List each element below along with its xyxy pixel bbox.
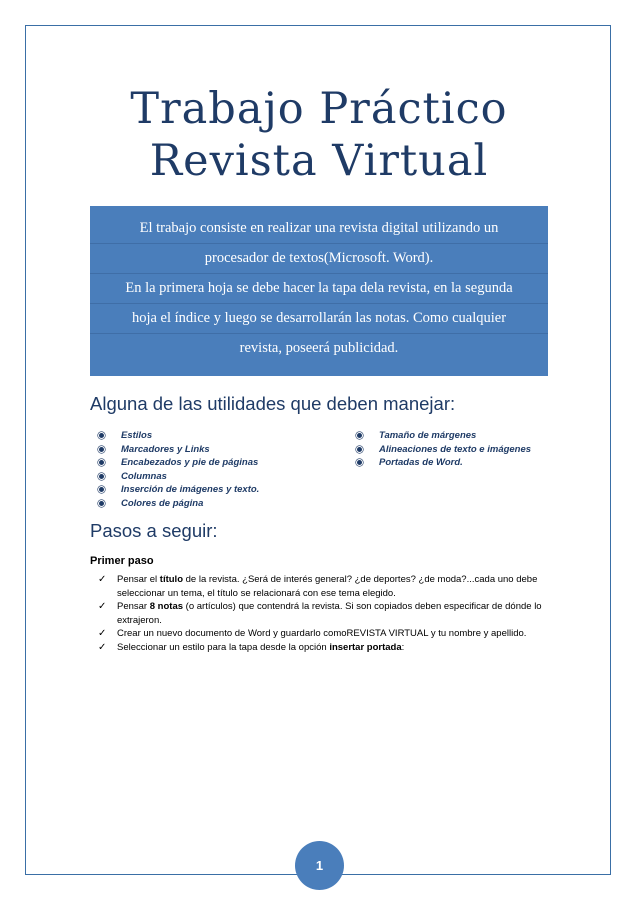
list-item: Portadas de Word. bbox=[354, 456, 531, 470]
intro-p2-line2: hoja el índice y luego se desarrollarán las notas. Como cualquier bbox=[90, 304, 548, 334]
bullet-icon bbox=[357, 433, 362, 438]
bullet-icon bbox=[99, 501, 104, 506]
list-item: Alineaciones de texto e imágenes bbox=[354, 443, 531, 457]
bullet-icon bbox=[99, 487, 104, 492]
utilities-heading: Alguna de las utilidades que deben manejar: bbox=[90, 393, 456, 414]
list-item: Estilos bbox=[96, 429, 259, 443]
intro-box bbox=[90, 206, 548, 376]
page-number: 1 bbox=[315, 858, 324, 873]
checkmark-icon: ✓ bbox=[98, 574, 107, 585]
step-item: ✓ Seleccionar un estilo para la tapa desde la opción insertar portada: bbox=[98, 641, 405, 653]
list-item: Marcadores y Links bbox=[96, 443, 259, 457]
steps-list bbox=[96, 573, 546, 655]
list-item: Colores de página bbox=[96, 497, 259, 511]
page-number-badge bbox=[295, 841, 344, 890]
intro-p2-line1: En la primera hoja se debe hacer la tapa dela revista, en la segunda bbox=[90, 274, 548, 304]
utilities-list-right bbox=[354, 429, 531, 470]
title-line-2: Revista Virtual bbox=[149, 136, 489, 186]
intro-p1-line1: El trabajo consiste en realizar una revista digital utilizando un bbox=[90, 214, 548, 244]
intro-p1-line2: procesador de textos(Microsoft. Word). bbox=[90, 244, 548, 274]
step-item: ✓ Pensar 8 notas (o artículos) que contendrá la revista. Si son copiados deben especificar de dónde lo extrajeron. bbox=[98, 601, 542, 626]
list-item: Tamaño de márgenes bbox=[354, 429, 531, 443]
list-item: Encabezados y pie de páginas bbox=[96, 456, 259, 470]
checkmark-icon: ✓ bbox=[98, 601, 107, 613]
title-line-1: Trabajo Práctico bbox=[130, 84, 508, 134]
page-title bbox=[90, 83, 548, 187]
utilities-list-left bbox=[96, 429, 259, 510]
list-item: Inserción de imágenes y texto. bbox=[96, 483, 259, 497]
bullet-icon bbox=[357, 460, 362, 465]
step-item: ✓ Crear un nuevo documento de Word y guardarlo comoREVISTA VIRTUAL y tu nombre y apellido. bbox=[98, 628, 527, 640]
bullet-icon bbox=[99, 447, 104, 452]
list-item: Columnas bbox=[96, 470, 259, 484]
bullet-icon bbox=[99, 433, 104, 438]
bullet-icon bbox=[357, 447, 362, 452]
step-subheading: Primer paso bbox=[90, 555, 154, 567]
steps-heading: Pasos a seguir: bbox=[90, 520, 218, 541]
checkmark-icon: ✓ bbox=[98, 628, 107, 640]
bullet-icon bbox=[99, 460, 104, 465]
checkmark-icon: ✓ bbox=[98, 641, 107, 653]
step-item: ✓ Pensar el título de la revista. ¿Será de interés general? ¿de deportes? ¿de moda?...cada uno debe seleccionar un tema, el título se relacionará con ese tema elegido. bbox=[98, 574, 538, 599]
intro-p2-line3: revista, poseerá publicidad. bbox=[239, 340, 399, 356]
bullet-icon bbox=[99, 474, 104, 479]
